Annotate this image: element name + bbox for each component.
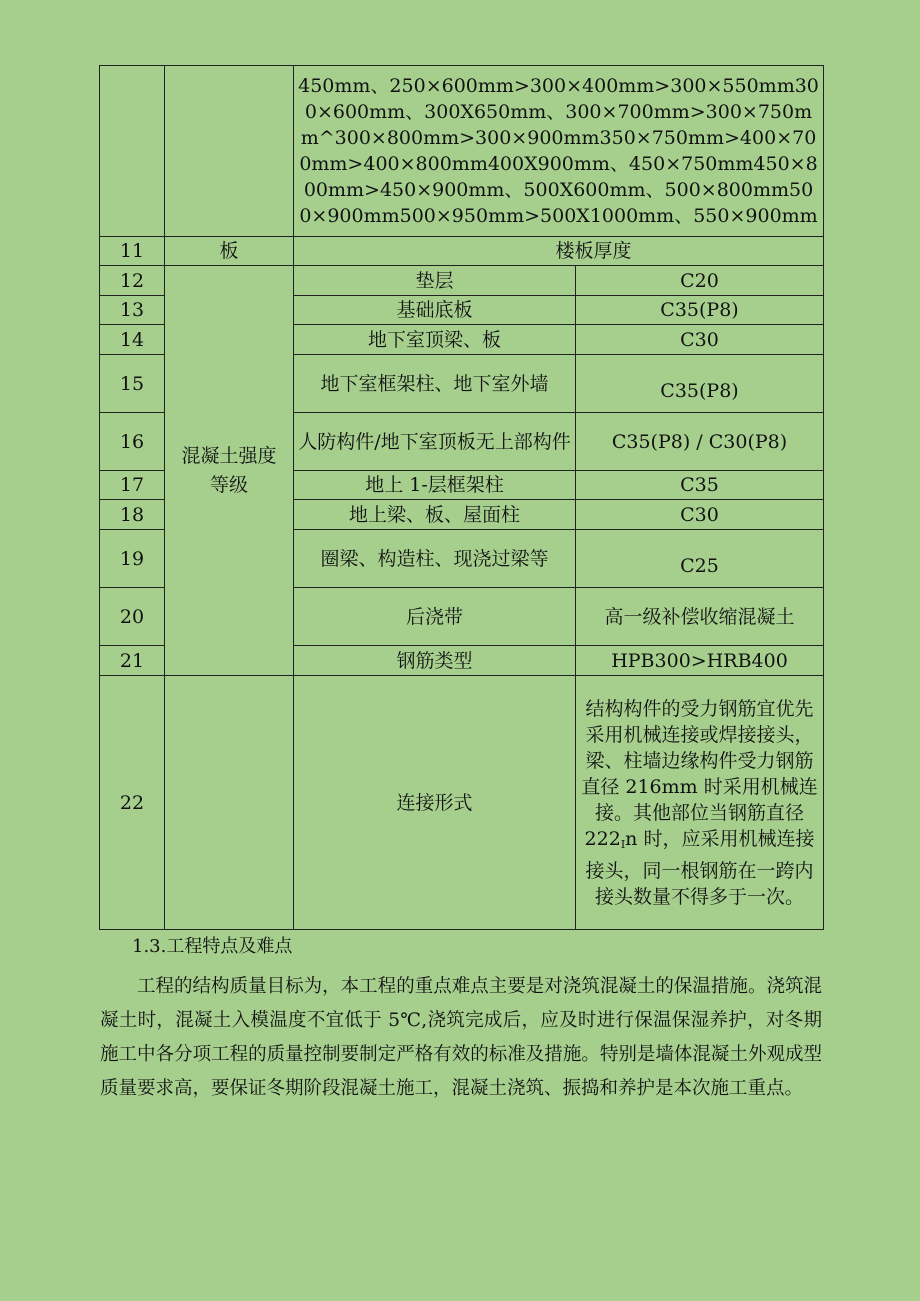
beam-sizes-cell: 450mm、250×600mm>300×400mm>300×550mm300×600mm、300X650mm、300×700mm>300×750mm^300×800mm>300×900mm350×750mm>400×700mm>400×800mm400X900mm、450×750mm450×800mm>450×900mm、500X600mm、500×800mm500×900mm500×950mm>500X1000mm、550×900mm [294, 66, 824, 237]
row-item: 钢筋类型 [294, 646, 576, 676]
row-value [576, 676, 824, 930]
row-value: C35(P8) / C30(P8) [576, 413, 824, 471]
row-category [165, 66, 294, 237]
table-row [100, 266, 824, 296]
row-number: 19 [100, 530, 165, 588]
row-number: 20 [100, 588, 165, 646]
row-item: 地下室顶梁、板 [294, 325, 576, 355]
row-number: 22 [100, 676, 165, 930]
row-category: 板 [165, 237, 294, 266]
row-number: 21 [100, 646, 165, 676]
value-text: 结构构件的受力钢筋宜优先采用机械连接或焊接接头，梁、柱墙边缘构件受力钢筋直径 216mm 时采用机械连接。其他部位当钢筋直径 222 [581, 697, 818, 850]
row-item: 圈梁、构造柱、现浇过梁等 [294, 530, 576, 588]
row-number: 16 [100, 413, 165, 471]
row-number: 18 [100, 500, 165, 530]
row-item: 地上梁、板、屋面柱 [294, 500, 576, 530]
table-row [100, 237, 824, 266]
row-number [100, 66, 165, 237]
value-text-rest: n 时，应采用机械连接接头，同一根钢筋在一跨内接头数量不得多于一次。 [585, 827, 815, 908]
row-item: 后浇带 [294, 588, 576, 646]
row-value: C30 [576, 325, 824, 355]
row-value: C35(P8) [576, 355, 824, 413]
row-value: C35 [576, 471, 824, 500]
row-value: 高一级补偿收缩混凝土 [576, 588, 824, 646]
table-row [100, 676, 824, 930]
row-number: 12 [100, 266, 165, 296]
row-value: C25 [576, 530, 824, 588]
row-empty-category [165, 676, 294, 930]
row-item: 地上 1-层框架柱 [294, 471, 576, 500]
row-value: C35(P8) [576, 296, 824, 325]
row-number: 11 [100, 237, 165, 266]
row-item: 连接形式 [294, 676, 576, 930]
table-row [100, 66, 824, 237]
row-value: C20 [576, 266, 824, 296]
section-paragraph: 工程的结构质量目标为，本工程的重点难点主要是对浇筑混凝土的保温措施。浇筑混凝土时，混凝土入模温度不宜低于 5℃,浇筑完成后，应及时进行保温保湿养护，对冬期施工中各分项工程的质量控制要制定严格有效的标准及措施。特别是墙体混凝土外观成型质量要求高，要保证冬期阶段混凝土施工，混凝土浇筑、振捣和养护是本次施工重点。 [100, 976, 822, 1099]
row-item: 楼板厚度 [294, 237, 824, 266]
row-item: 基础底板 [294, 296, 576, 325]
row-item: 垫层 [294, 266, 576, 296]
row-number: 14 [100, 325, 165, 355]
spec-table [99, 65, 824, 930]
row-item: 人防构件/地下室顶板无上部构件 [294, 413, 576, 471]
row-value: C30 [576, 500, 824, 530]
row-item: 地下室框架柱、地下室外墙 [294, 355, 576, 413]
row-number: 17 [100, 471, 165, 500]
row-number: 15 [100, 355, 165, 413]
row-value: HPB300>HRB400 [576, 646, 824, 676]
concrete-group-cell: 混凝土强度等级 [165, 266, 294, 676]
value-subscript: I [620, 837, 626, 851]
section-heading: 1.3.工程特点及难点 [132, 936, 293, 957]
row-number: 13 [100, 296, 165, 325]
